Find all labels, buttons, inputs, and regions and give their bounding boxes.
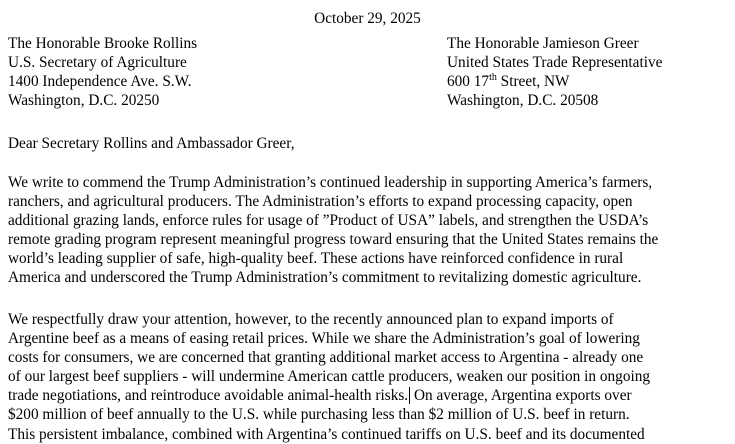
paragraph-line: We write to commend the Trump Administration’s continued leadership in supporting America’s farmers, — [8, 174, 653, 191]
street-name: Street, NW — [496, 73, 570, 90]
recipient-right-name: The Honorable Jamieson Greer — [447, 35, 639, 52]
paragraph-line: of our largest beef suppliers - will undermine American cattle producers, weaken our position in ongoing — [8, 368, 651, 385]
street-ordinal: th — [489, 71, 497, 83]
paragraph-line: This persistent imbalance, combined with Argentina’s continued tariffs on U.S. beef and its documented — [8, 426, 645, 443]
line-text-after-cursor: On average, Argentina exports over — [410, 387, 632, 404]
line-text-before-cursor: trade negotiations, and reintroduce avoidable animal-health risks. — [8, 387, 409, 404]
recipient-left-address — [8, 34, 197, 110]
recipient-right-street — [447, 72, 662, 91]
paragraph-line: Argentine beef as a means of easing retail prices. While we share the Administration’s goal of lowering — [8, 330, 640, 347]
paragraph-line: America and underscored the Trump Administration’s commitment to revitalizing domestic agriculture. — [8, 269, 642, 286]
paragraph-line: costs for consumers, we are concerned that granting additional market access to Argentina - already one — [8, 349, 644, 366]
salutation: Dear Secretary Rollins and Ambassador Greer, — [8, 135, 295, 152]
street-number: 600 17 — [447, 73, 490, 90]
paragraph-2 — [8, 310, 726, 424]
paragraph-line: ranchers, and agricultural producers. The Administration’s efforts to expand processing capacity, open — [8, 193, 633, 210]
recipient-left-title: U.S. Secretary of Agriculture — [8, 54, 187, 71]
paragraph-line: world’s leading supplier of safe, high-quality beef. These actions have reinforced confidence in rural — [8, 250, 624, 267]
paragraph-line: additional grazing lands, enforce rules for usage of ”Product of USA” labels, and strengthen the USDA’s — [8, 212, 649, 229]
recipient-right-city: Washington, D.C. 20508 — [447, 92, 599, 109]
paragraph-line: remote grading program represent meaningful progress toward ensuring that the United States remains the — [8, 231, 659, 248]
recipient-left-name: The Honorable Brooke Rollins — [8, 35, 198, 52]
paragraph-1 — [8, 173, 726, 287]
paragraph-line: We respectfully draw your attention, however, to the recently announced plan to expand imports of — [8, 311, 614, 328]
recipient-left-street: 1400 Independence Ave. S.W. — [8, 73, 192, 90]
paragraph-line: $200 million of beef annually to the U.S. while purchasing less than $2 million of U.S. beef in return. — [8, 406, 630, 423]
recipient-right-title: United States Trade Representative — [447, 54, 663, 71]
recipient-right-address — [447, 34, 662, 110]
paragraph-3-partial — [8, 425, 726, 444]
letter-date: October 29, 2025 — [314, 10, 421, 27]
recipient-left-city: Washington, D.C. 20250 — [8, 92, 160, 109]
paragraph-line — [8, 386, 726, 405]
